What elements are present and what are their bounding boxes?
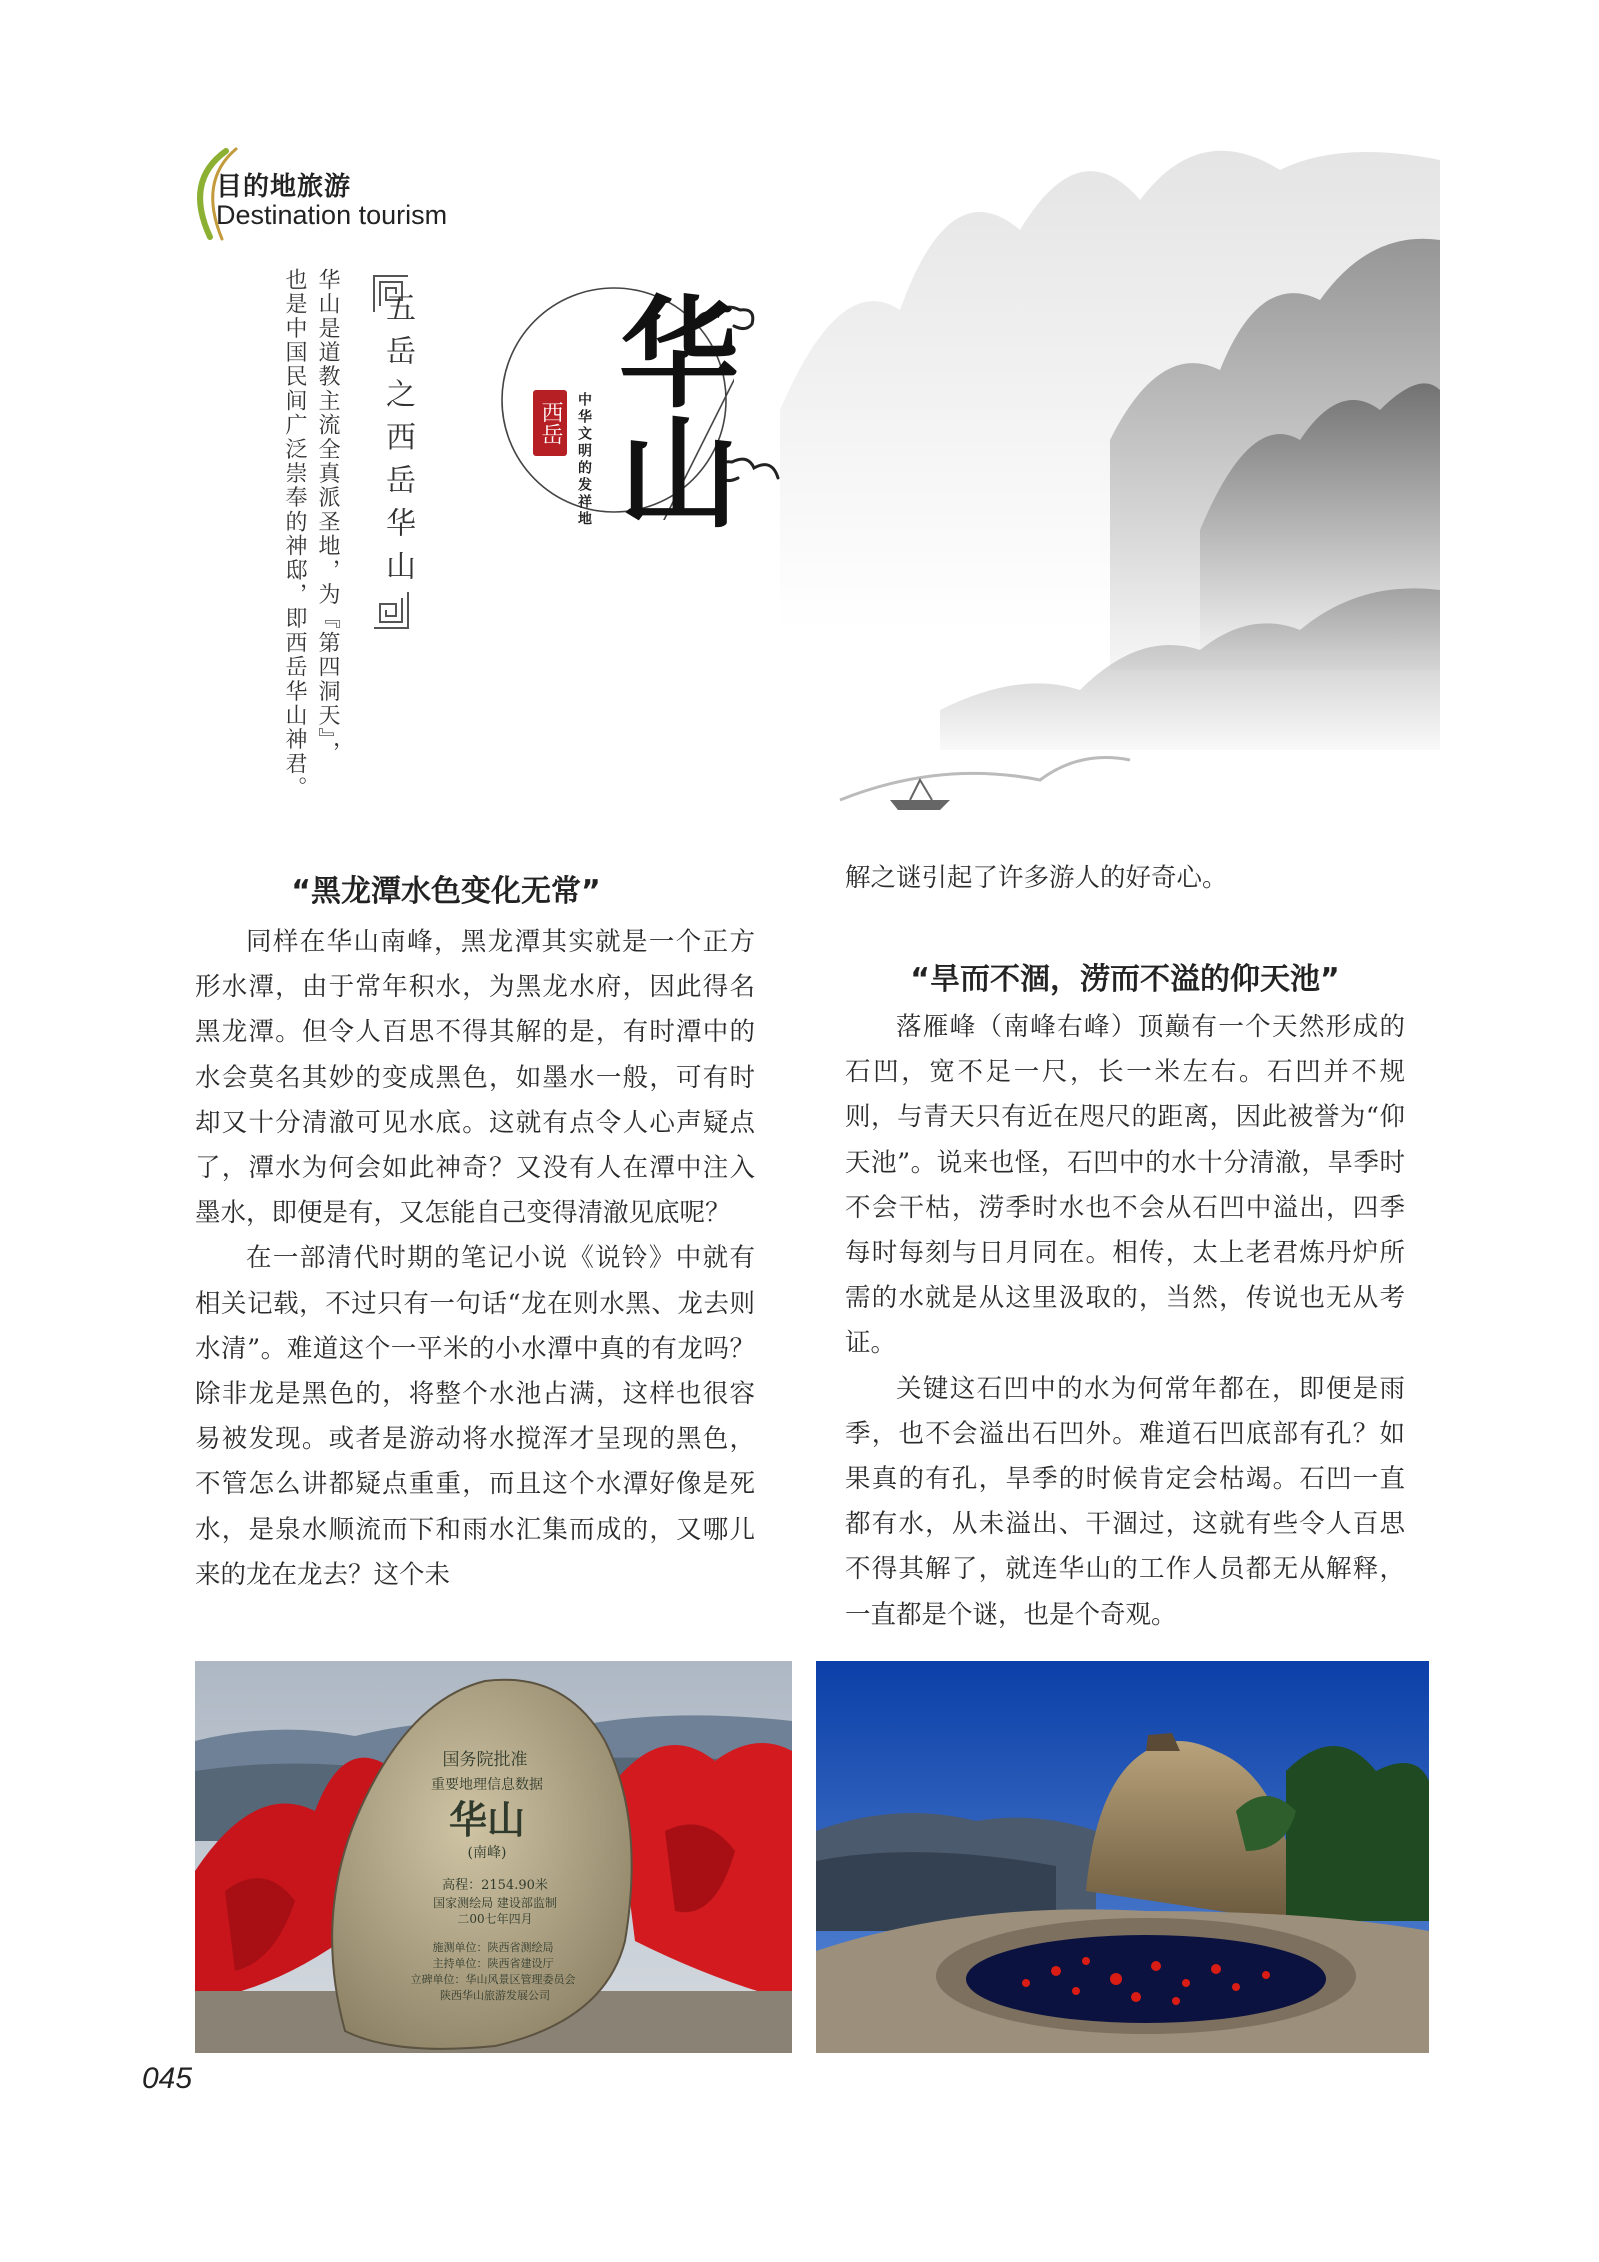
paragraph: 关键这石凹中的水为何常年都在，即便是雨季，也不会溢出石凹外。难道石凹底部有孔？如果真的有孔，旱季的时候肯定会枯竭。石凹一直都有水，从未溢出、干涸过，这就有些令人百思不得其解了，就连华山的工作人员都无从解释，一直都是个谜，也是个奇观。	[845, 1373, 1405, 1630]
section-heading-black-dragon-pool: “黑龙潭水色变化无常”	[291, 874, 601, 909]
stone-line: 立碑单位：华山风景区管理委员会	[410, 1973, 576, 1986]
stone-line: 二00七年四月	[457, 1912, 533, 1926]
pool-photo-illustration	[816, 1661, 1429, 2053]
right-column-body	[845, 1005, 1405, 1638]
fret-ornament-bottom	[370, 590, 412, 632]
page-number: 045	[142, 2062, 193, 2095]
intro-line-1: 华山是道教主流全真派圣地，为『第四洞天』，	[315, 268, 340, 766]
stone-line: 重要地理信息数据	[431, 1777, 543, 1793]
left-column-body	[195, 920, 755, 1598]
paragraph: 在一部清代时期的笔记小说《说铃》中就有相关记载，不过只有一句话“龙在则水黑、龙去则水清”。难道这个一平米的小水潭中真的有龙吗？除非龙是黑色的，将整个水池占满，这样也很容易被发现。或者是游动将水搅浑才呈现的黑色，不管怎么讲都疑点重重，而且这个水潭好像是死水，是泉水顺流而下和雨水汇集而成的，又哪儿来的龙在龙去？这个未	[195, 1243, 755, 1590]
category-title-en: Destination tourism	[216, 200, 448, 230]
category-title-zh: 目的地旅游	[216, 172, 352, 202]
paragraph: 落雁峰（南峰右峰）顶巅有一个天然形成的石凹，宽不足一尺，长一米左右。石凹并不规则，与青天只有近在咫尺的距离，因此被誉为“仰天池”。说来也怪，石凹中的水十分清澈，旱季时不会干枯，涝季时水也不会从石凹中溢出，四季每时每刻与日月同在。相传，太上老君炼丹炉所需的水就是从这里汲取的，当然，传说也无从考证。	[845, 1012, 1405, 1359]
photo-yangtian-pool	[816, 1661, 1429, 2053]
stone-line: 华山	[448, 1797, 526, 1842]
stone-line: (南峰)	[467, 1845, 507, 1861]
stone-line: 国务院批准	[442, 1750, 528, 1770]
red-seal-text: 西岳	[538, 401, 563, 445]
stone-photo-illustration	[195, 1661, 792, 2053]
right-column-continuation: 解之谜引起了许多游人的好奇心。	[845, 863, 1228, 893]
paragraph: 同样在华山南峰，黑龙潭其实就是一个正方形水潭，由于常年积水，为黑龙水府，因此得名黑龙潭。但令人百思不得其解的是，有时潭中的水会莫名其妙的变成黑色，如墨水一般，可有时却又十分清澈可见水底。这就有点令人心声疑点了，潭水为何会如此神奇？又没有人在潭中注入墨水，即便是有，又怎能自己变得清澈见底呢？	[195, 927, 755, 1229]
article-subtitle: 五岳之西岳华山	[380, 292, 415, 593]
intro-line-2: 也是中国民间广泛崇奉的神邸，即西岳华山神君。	[282, 268, 307, 801]
stone-line: 主持单位：陕西省建设厅	[432, 1957, 554, 1970]
emblem-slogan: 中华文明的发祥地	[576, 392, 592, 528]
stone-line: 高程：2154.90米	[442, 1878, 548, 1893]
stone-line: 国家测绘局 建设部监制	[433, 1896, 557, 1910]
photo-south-peak-stone	[195, 1661, 792, 2053]
stone-line: 施测单位：陕西省测绘局	[432, 1941, 554, 1954]
red-seal	[533, 390, 567, 456]
ink-landscape-illustration	[780, 110, 1440, 830]
stone-line: 陕西华山旅游发展公司	[440, 1989, 550, 2002]
emblem-title: 华山	[599, 290, 740, 530]
section-heading-yangtian-pool: “旱而不涸，涝而不溢的仰天池”	[910, 962, 1340, 997]
